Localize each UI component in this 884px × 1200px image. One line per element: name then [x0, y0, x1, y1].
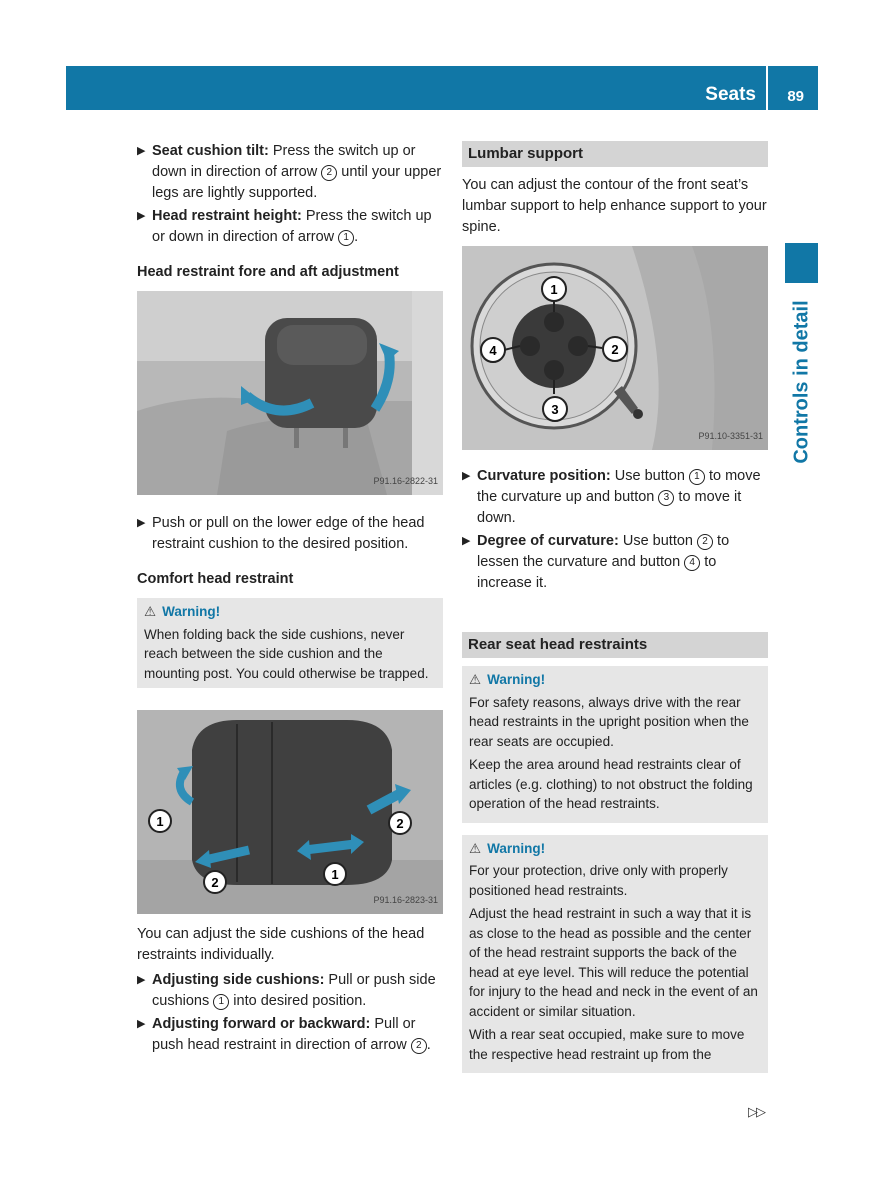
- warning-paragraph: For safety reasons, always drive with the rear head restraints in the upright position when the rear seats are occupied.: [469, 694, 749, 749]
- warning-paragraph: Keep the area around head restraints clear of articles (e.g. clothing) to not obstruct the folding operation of the head restraints.: [469, 757, 753, 811]
- svg-text:1: 1: [156, 814, 164, 829]
- header-bar: [66, 66, 818, 110]
- number-1-icon: 1: [338, 230, 354, 246]
- figure-code: P91.16-2823-31: [373, 895, 438, 905]
- subheading-comfort-head-restraint: Comfort head restraint: [137, 571, 294, 587]
- warning-triangle-icon: ⚠: [144, 604, 157, 619]
- section-heading-lumbar-support: Lumbar support: [462, 141, 768, 167]
- bullet-arrow-icon: ▶: [137, 210, 146, 222]
- bullet-arrow-icon: ▶: [462, 535, 471, 547]
- number-2-icon: 2: [697, 534, 713, 550]
- number-1-icon: 1: [213, 994, 229, 1010]
- svg-text:3: 3: [551, 402, 559, 417]
- photo-head-restraint-fore-aft: [137, 291, 443, 495]
- header-divider: [766, 66, 768, 110]
- warning-box: [137, 598, 443, 688]
- svg-text:4: 4: [489, 343, 497, 358]
- warning-paragraph: Adjust the head restraint in such a way that it is as close to the head as possible and the center of the head restraint supports the back of the head at eye level. This will reduce the potential for injury to the head and neck in the event of an accident or similar situation.: [469, 906, 758, 1019]
- section-heading-rear-seat-head-restraints: Rear seat head restraints: [462, 632, 768, 658]
- bullet-head-restraint-height: ▶ Head restraint height: Press the switch up or down in direction of arrow 1 .: [137, 208, 432, 245]
- warning-box-protection: [462, 835, 768, 1074]
- bullet-seat-cushion-tilt: ▶ Seat cushion tilt: Press the switch up or down in direction of arrow 2 until your upper legs are lightly supported.: [137, 143, 442, 201]
- subheading-fore-aft: Head restraint fore and aft adjustment: [137, 264, 399, 280]
- bullet-arrow-icon: ▶: [137, 1018, 146, 1030]
- warning-triangle-icon: ⚠: [469, 672, 482, 687]
- bullet-push-pull: ▶ Push or pull on the lower edge of the head restraint cushion to the desired position.: [137, 515, 425, 552]
- side-tab-label: Controls in detail: [790, 300, 813, 464]
- warning-text: When folding back the side cushions, never reach between the side cushion and the mounting post. You could otherwise be trapped.: [144, 626, 429, 681]
- svg-text:2: 2: [396, 816, 404, 831]
- number-3-icon: 3: [658, 490, 674, 506]
- bullet-adjusting-side-cushions: ▶ Adjusting side cushions: Pull or push side cushions 1 into desired position.: [137, 972, 436, 1009]
- number-2-icon: 2: [321, 165, 337, 181]
- svg-text:2: 2: [211, 875, 219, 890]
- photo-comfort-head-restraint: [137, 710, 443, 914]
- right-column: [462, 141, 768, 1073]
- bullet-degree-of-curvature: ▶ Degree of curvature: Use button 2 to lessen the curvature and button 4 to increase it.: [462, 533, 730, 591]
- warning-triangle-icon: ⚠: [469, 840, 482, 856]
- warning-title: ⚠ Warning!: [469, 840, 546, 856]
- bullet-curvature-position: ▶ Curvature position: Use button 1 to move the curvature up and button 3 to move it down.: [462, 468, 761, 526]
- warning-title: ⚠ Warning!: [144, 604, 221, 619]
- bullet-arrow-icon: ▶: [137, 974, 146, 986]
- paragraph-lumbar-intro: You can adjust the contour of the front seat’s lumbar support to help enhance support to your spine.: [462, 177, 767, 235]
- continue-arrow-icon: ▷▷: [748, 1104, 764, 1119]
- number-1-icon: 1: [689, 469, 705, 485]
- svg-text:2: 2: [611, 342, 619, 357]
- lumbar-support-illustration: [462, 246, 768, 450]
- page-number: 89: [787, 88, 804, 105]
- left-column: [137, 141, 443, 1058]
- warning-box-rear-seat: [462, 666, 768, 823]
- svg-text:1: 1: [331, 867, 339, 882]
- bullet-arrow-icon: ▶: [137, 145, 146, 157]
- warning-paragraph: With a rear seat occupied, make sure to move the respective head restraint up from the: [469, 1027, 745, 1062]
- bullet-arrow-icon: ▶: [137, 517, 146, 529]
- head-restraint-illustration: [137, 291, 443, 495]
- warning-paragraph: For your protection, drive only with properly positioned head restraints.: [469, 863, 728, 898]
- svg-text:1: 1: [550, 282, 558, 297]
- bullet-adjusting-forward-backward: ▶ Adjusting forward or backward: Pull or push head restraint in direction of arrow 2 .: [137, 1016, 431, 1053]
- number-2-icon: 2: [411, 1038, 427, 1054]
- number-4-icon: 4: [684, 555, 700, 571]
- section-title: Seats: [705, 84, 756, 105]
- bullet-arrow-icon: ▶: [462, 470, 471, 482]
- photo-lumbar-support: [462, 246, 768, 450]
- comfort-head-restraint-illustration: [137, 710, 443, 914]
- side-tab-marker: [785, 243, 818, 283]
- paragraph-side-cushions: You can adjust the side cushions of the head restraints individually.: [137, 926, 425, 963]
- figure-code: P91.16-2822-31: [373, 476, 438, 486]
- figure-code: P91.10-3351-31: [698, 431, 763, 441]
- warning-title: ⚠ Warning!: [469, 672, 546, 687]
